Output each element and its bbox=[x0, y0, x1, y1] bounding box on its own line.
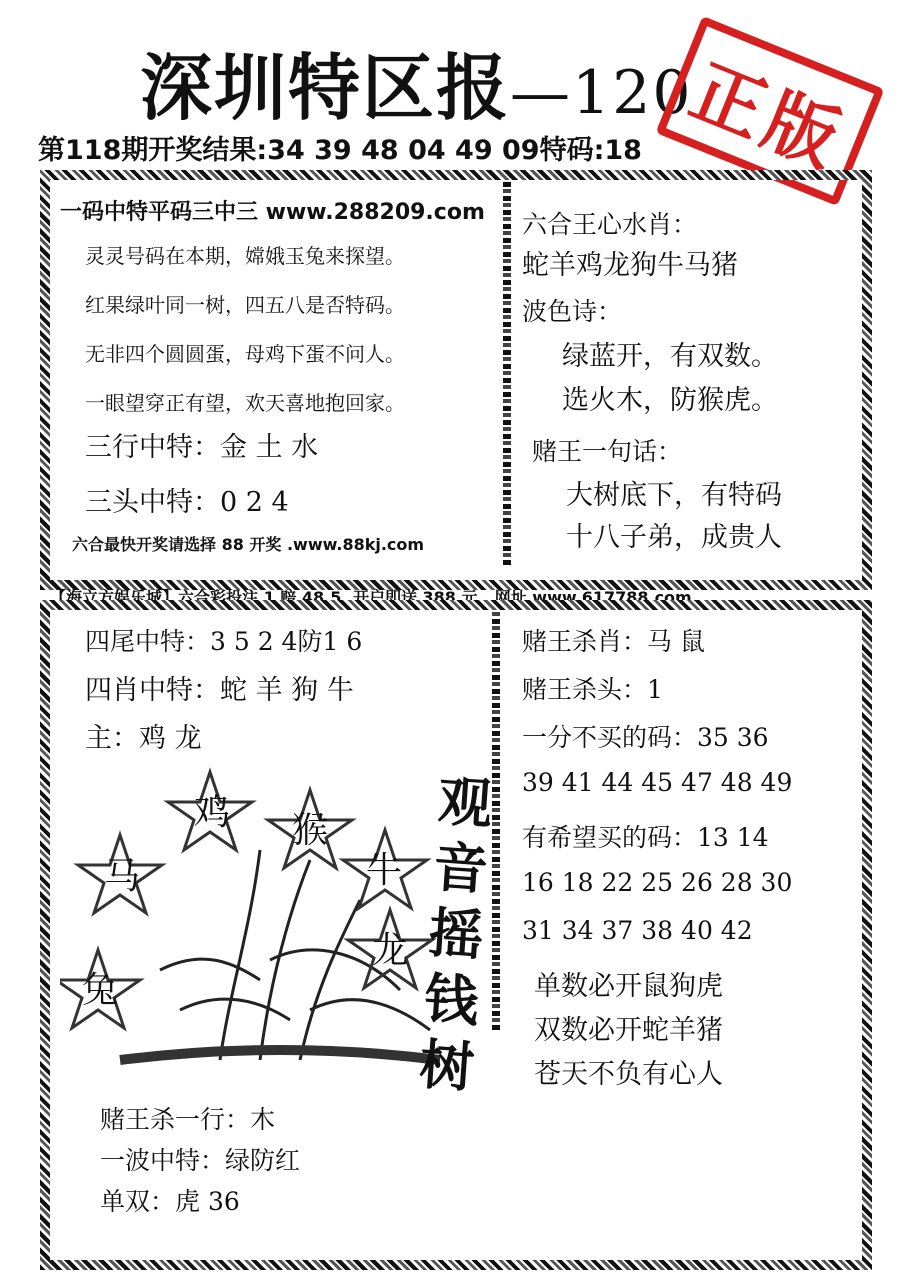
title-text: 深圳特区报 bbox=[140, 46, 511, 130]
sha-yihang: 赌王杀一行：木 bbox=[100, 1105, 276, 1134]
duwang-line: 十八子弟，成贵人 bbox=[566, 522, 782, 553]
poem-line: 红果绿叶同一树，四五八是否特码。 bbox=[85, 293, 405, 317]
star-label-tu: 兔 bbox=[82, 970, 119, 1011]
top-left-heading: 一码中特平码三中三 www.288209.com bbox=[60, 200, 485, 225]
bose-poem bbox=[562, 335, 778, 423]
bose-line: 绿蓝开，有双数。 bbox=[562, 341, 778, 372]
authentic-stamp: 正版 bbox=[656, 16, 885, 206]
zhu-xiao: 主：鸡 龙 bbox=[85, 723, 202, 754]
ad-banner: 【海立方娱乐城】六合彩投注 1 赔 48.5, 开户即送 388 元 . 网址 www.617788.com bbox=[50, 588, 692, 607]
sixiao-zhongte: 四肖中特：蛇 羊 狗 牛 bbox=[85, 675, 354, 706]
star-label-long: 龙 bbox=[372, 930, 409, 971]
draw-results: 第118期开奖结果:34 39 48 04 49 09特码:18 bbox=[38, 135, 642, 166]
bumai-codes-more: 39 41 44 45 47 48 49 bbox=[522, 768, 793, 797]
xiwang-codes-line3: 31 34 37 38 40 42 bbox=[522, 916, 753, 945]
danshuang: 单双：虎 36 bbox=[100, 1187, 240, 1216]
newspaper-title bbox=[140, 30, 693, 134]
wangxin-label: 六合王心水肖： bbox=[522, 210, 698, 239]
poem-line: 无非四个圆圆蛋，母鸡下蛋不问人。 bbox=[85, 342, 405, 366]
siwei-zhongte: 四尾中特：3 5 2 4防1 6 bbox=[85, 627, 363, 656]
poem bbox=[85, 232, 405, 428]
wangxin-value: 蛇羊鸡龙狗牛马猪 bbox=[522, 250, 738, 281]
top-divider bbox=[503, 180, 511, 565]
poem-line: 灵灵号码在本期，嫦娥玉兔来探望。 bbox=[85, 244, 405, 268]
saying-line: 苍天不负有心人 bbox=[534, 1059, 723, 1090]
duwang-label: 赌王一句话： bbox=[532, 437, 683, 466]
duwang-line: 大树底下，有特码 bbox=[566, 480, 782, 511]
star-label-niu: 牛 bbox=[366, 850, 403, 891]
saying-line: 单数必开鼠狗虎 bbox=[534, 971, 723, 1002]
sanhang-zhongte: 三行中特：金 土 水 bbox=[85, 432, 319, 463]
xiwang-codes: 有希望买的码：13 14 bbox=[522, 823, 769, 852]
vertical-char: 音 bbox=[431, 835, 490, 902]
star-label-ma: 马 bbox=[104, 856, 141, 897]
sayings bbox=[534, 965, 723, 1097]
xiwang-codes-line2: 16 18 22 25 26 28 30 bbox=[522, 868, 793, 897]
sha-tou: 赌王杀头：1 bbox=[522, 675, 663, 704]
leaf bbox=[310, 1000, 430, 1030]
santou-zhongte: 三头中特：0 2 4 bbox=[85, 487, 289, 518]
vertical-char: 摇 bbox=[426, 901, 486, 968]
bose-label: 波色诗： bbox=[522, 297, 623, 326]
vertical-char: 钱 bbox=[422, 967, 481, 1034]
vertical-char: 树 bbox=[417, 1032, 476, 1100]
duwang-saying bbox=[566, 475, 782, 559]
bose-line: 选火木，防猴虎。 bbox=[562, 385, 778, 416]
yibo-zhongte: 一波中特：绿防红 bbox=[100, 1146, 301, 1175]
saying-line: 双数必开蛇羊猪 bbox=[534, 1015, 723, 1046]
star-label-ji: 鸡 bbox=[194, 792, 231, 833]
ground bbox=[120, 1050, 440, 1060]
bumai-codes: 一分不买的码：35 36 bbox=[522, 723, 769, 752]
leaf bbox=[180, 999, 290, 1020]
tree-stem bbox=[300, 900, 360, 1060]
star-label-hou: 猴 bbox=[292, 810, 329, 851]
issue-number: —120 bbox=[510, 58, 693, 128]
poem-line: 一眼望穿正有望，欢天喜地抱回家。 bbox=[85, 391, 405, 415]
fast-draw-notice: 六合最快开奖请选择 88 开奖 .www.88kj.com bbox=[72, 532, 424, 555]
vertical-char: 观 bbox=[436, 769, 495, 837]
tree-stem bbox=[220, 850, 260, 1060]
tree-stem bbox=[260, 860, 310, 1060]
leaf bbox=[160, 959, 260, 980]
sha-xiao: 赌王杀肖：马 鼠 bbox=[522, 627, 705, 656]
